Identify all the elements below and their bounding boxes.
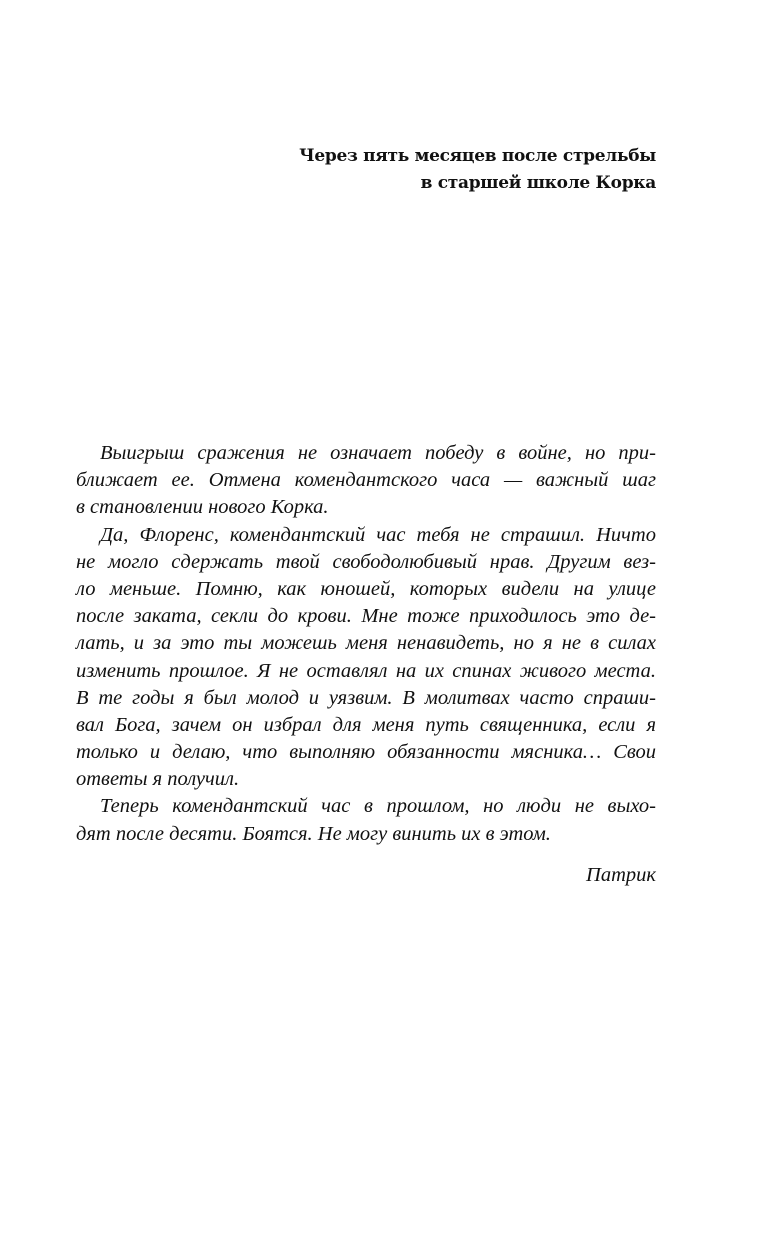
text-line: ближает ее. Отмена комендантского часа — важный шаг [76,469,656,492]
chapter-heading [196,143,656,197]
heading-line-2: в старшей школе Корка [420,173,656,193]
text-line: Выигрыш сражения не означает победу в войне, но при- [100,442,656,464]
signature: Патрик [586,864,656,886]
text-line: не могло сдержать твой свободолюбивый нрав. Другим вез- [76,550,656,573]
text-line: только и делаю, что выполняю обязанности мясника… Свои [76,741,656,764]
text-line: после заката, секли до крови. Мне тоже приходилось это де- [76,605,656,628]
heading-line-1: Через пять месяцев после стрельбы [299,146,656,166]
text-line: изменить прошлое. Я не оставлял на их спинах живого места. [76,659,656,682]
text-line: дят после десяти. Боятся. Не могу винить их в этом. [76,822,551,845]
text-line: вал Бога, зачем он избрал для меня путь священника, если я [76,713,656,736]
text-line: лать, и за это ты можешь меня ненавидеть, но я не в силах [76,632,656,655]
text-line: ответы я получил. [76,768,240,791]
text-line: в становлении нового Корка. [76,496,329,519]
text-line: ло меньше. Помню, как юношей, которых видели на улице [76,577,656,600]
text-line: Да, Флоренс, комендантский час тебя не страшил. Ничто [100,523,656,546]
letter-body [76,440,656,848]
text-line: Теперь комендантский час в прошлом, но люди не выхо- [100,795,656,818]
text-line: В те годы я был молод и уязвим. В молитвах часто спраши- [76,686,656,709]
